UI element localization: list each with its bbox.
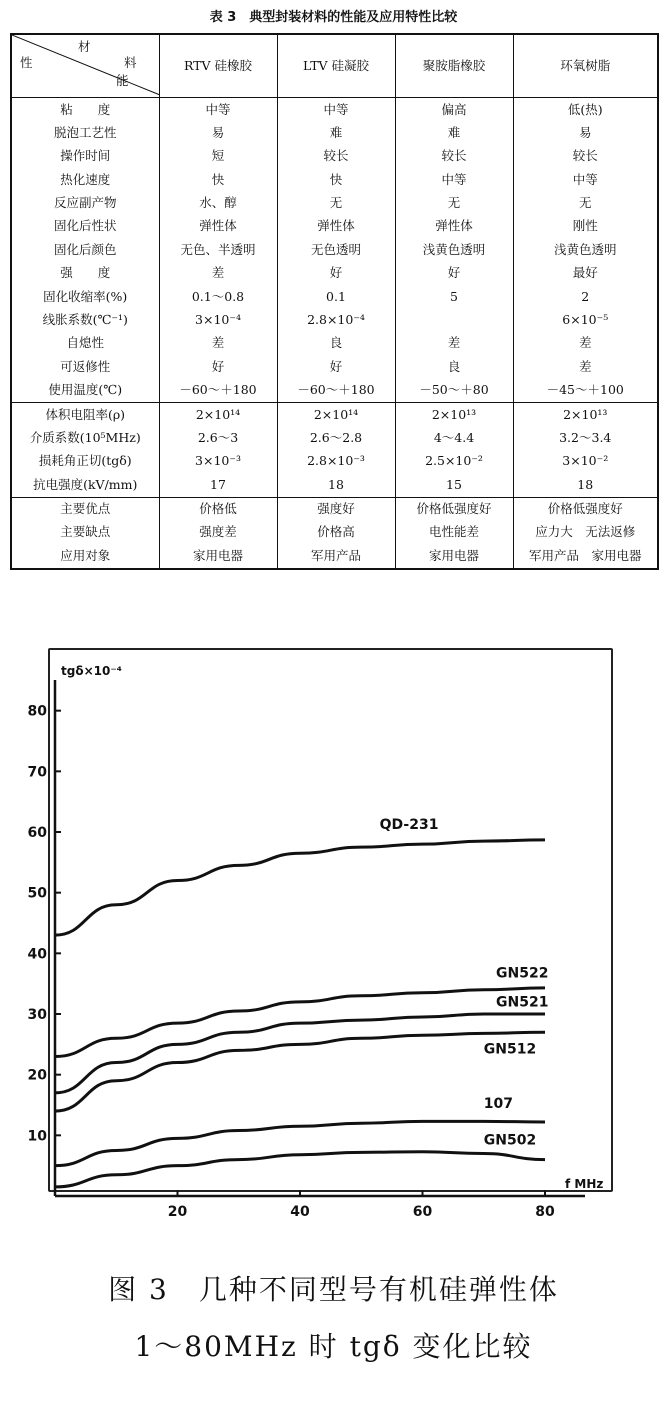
table-cell: 家用电器 (159, 544, 277, 569)
series-label: GN512 (483, 1041, 537, 1058)
table-cell: 应力大 无法返修 (513, 521, 658, 544)
table-cell: 3.2～3.4 (513, 426, 658, 449)
y-tick-label: 50 (27, 885, 47, 902)
table-cell: 2×10¹³ (395, 403, 513, 427)
series-label: GN521 (496, 994, 549, 1011)
table-cell: 2.8×10⁻³ (277, 450, 395, 473)
y-tick-label: 80 (27, 703, 47, 720)
table-cell: 2×10¹⁴ (159, 403, 277, 427)
row-label: 抗电强度(kV/mm) (33, 476, 138, 492)
series-label: GN502 (483, 1132, 537, 1149)
table-cell: 无色透明 (277, 238, 395, 261)
table-cell: 2.6～2.8 (277, 426, 395, 449)
table-cell: 弹性体 (159, 215, 277, 238)
row-label: 使用温度(℃) (48, 382, 123, 398)
table-cell: 刚性 (513, 215, 658, 238)
table-cell: 好 (395, 262, 513, 285)
series-label: GN522 (496, 965, 549, 982)
table-cell: 易 (159, 122, 277, 145)
row-label: 热化速度 (60, 171, 111, 187)
table-cell: 难 (395, 122, 513, 145)
table-cell: 水、醇 (159, 192, 277, 215)
table-caption: 表 3 典型封装材料的性能及应用特性比较 (209, 10, 458, 25)
table-cell: 强度好 (277, 497, 395, 521)
table-cell: 价格低强度好 (513, 497, 658, 521)
table-cell: 2×10¹³ (513, 403, 658, 427)
row-label: 应用对象 (60, 547, 111, 563)
row-label: 可返修性 (60, 358, 111, 374)
table-cell: 无 (277, 192, 395, 215)
table-cell: 0.1 (277, 285, 395, 308)
series-line-107 (55, 1121, 545, 1165)
table-cell: 3×10⁻² (513, 450, 658, 473)
y-tick-label: 10 (27, 1128, 47, 1145)
table-cell: 2.6～3 (159, 426, 277, 449)
table-cell: 家用电器 (395, 544, 513, 569)
column-header: 聚胺脂橡胶 (395, 34, 513, 98)
table-cell: 0.1～0.8 (159, 285, 277, 308)
column-header: RTV 硅橡胶 (159, 34, 277, 98)
table-cell: 低(热) (513, 98, 658, 122)
row-label: 反应副产物 (53, 195, 117, 211)
table-cell: 好 (277, 355, 395, 378)
table-cell: 中等 (513, 168, 658, 191)
table-cell: 最好 (513, 262, 658, 285)
y-tick-label: 40 (27, 946, 47, 963)
y-tick-label: 60 (27, 825, 47, 841)
x-tick-label: 60 (412, 1204, 433, 1220)
table-cell: 价格高 (277, 521, 395, 544)
row-label: 固化收缩率(%) (43, 288, 128, 304)
series-line-gn512 (55, 1032, 545, 1111)
row-label: 主要缺点 (60, 524, 111, 540)
table-cell: 弹性体 (277, 215, 395, 238)
x-tick-label: 20 (167, 1204, 188, 1220)
table-cell: 浅黄色透明 (513, 238, 658, 261)
table-cell: 弹性体 (395, 215, 513, 238)
figure-caption-line2: 1～80MHz 时 tgδ 变化比较 (134, 1330, 533, 1363)
table-cell: 良 (277, 332, 395, 355)
x-tick-label: 80 (535, 1204, 555, 1220)
table-cell: 好 (277, 262, 395, 285)
row-label: 粘 度 (60, 101, 111, 117)
series-label: 107 (483, 1096, 513, 1113)
y-axis-label: tgδ×10⁻⁴ (61, 664, 122, 678)
row-label: 固化后颜色 (53, 241, 117, 257)
table-cell: 4～4.4 (395, 426, 513, 449)
y-tick-label: 70 (27, 764, 47, 781)
series-label: QD-231 (379, 816, 439, 833)
table-cell: 浅黄色透明 (395, 238, 513, 261)
y-tick-label: 20 (27, 1067, 47, 1084)
series-line-qd231 (55, 840, 545, 935)
table-cell: 2.5×10⁻² (395, 450, 513, 473)
table-cell: 差 (159, 332, 277, 355)
table-cell: 价格低强度好 (395, 497, 513, 521)
column-header: LTV 硅凝胶 (277, 34, 395, 98)
table-cell: 短 (159, 145, 277, 168)
table-cell: 差 (395, 332, 513, 355)
table-cell: 易 (513, 122, 658, 145)
x-axis-label: f MHz (565, 1177, 604, 1191)
table-cell: 较长 (277, 145, 395, 168)
x-tick-label: 40 (290, 1204, 310, 1220)
table-cell: 2.8×10⁻⁴ (277, 309, 395, 332)
table-cell: 中等 (159, 98, 277, 122)
series-line-gn502 (55, 1152, 545, 1187)
table-cell: 17 (159, 473, 277, 497)
table-cell: 快 (277, 168, 395, 191)
table-cell: 价格低 (159, 497, 277, 521)
table-cell: －60～＋180 (159, 379, 277, 403)
corner-material-label: 材 (78, 39, 91, 54)
corner-performance-label: 能 (116, 73, 129, 88)
row-label: 损耗角正切(tgδ) (38, 453, 132, 469)
table-cell: 中等 (395, 168, 513, 191)
table-cell: 较长 (513, 145, 658, 168)
figure-caption-line1: 图 3 几种不同型号有机硅弹性体 (108, 1273, 559, 1306)
table-cell: 2 (513, 285, 658, 308)
table-cell: －45～＋100 (513, 379, 658, 403)
row-label: 自熄性 (66, 335, 104, 351)
row-label: 固化后性状 (53, 218, 117, 234)
table-cell: 军用产品 (277, 544, 395, 569)
y-tick-label: 30 (27, 1007, 47, 1023)
table-cell: 无 (513, 192, 658, 215)
row-label: 主要优点 (11, 497, 159, 521)
table-cell: 差 (159, 262, 277, 285)
table-cell: 无 (395, 192, 513, 215)
table-cell: 快 (159, 168, 277, 191)
table-cell: 军用产品 家用电器 (513, 544, 658, 569)
row-label: 脱泡工艺性 (53, 124, 117, 140)
row-label: 强 度 (60, 265, 111, 281)
table-cell: －50～＋80 (395, 379, 513, 403)
table-cell: 3×10⁻⁴ (159, 309, 277, 332)
row-label: 介质系数(10⁵MHz) (29, 429, 141, 445)
table-cell: 强度差 (159, 521, 277, 544)
corner-material-suffix: 料 (123, 55, 137, 70)
table-cell: 电性能差 (395, 521, 513, 544)
table-cell: 中等 (277, 98, 395, 122)
table-cell: 2×10¹⁴ (277, 403, 395, 427)
table-cell: 良 (395, 355, 513, 378)
column-header: 环氧树脂 (513, 34, 658, 98)
table-cell: 难 (277, 122, 395, 145)
corner-property-label: 性 (20, 55, 33, 70)
row-label: 体积电阻率(ρ) (11, 403, 159, 427)
table-cell: 无色、半透明 (159, 238, 277, 261)
table-cell: 3×10⁻³ (159, 450, 277, 473)
table-cell: 好 (159, 355, 277, 378)
table-cell: 偏高 (395, 98, 513, 122)
table-cell: 差 (513, 332, 658, 355)
table-cell: 18 (513, 473, 658, 497)
table-cell: 差 (513, 355, 658, 378)
table-cell: 15 (395, 473, 513, 497)
table-cell: －60～＋180 (277, 379, 395, 403)
table-cell: 5 (395, 285, 513, 308)
row-label: 操作时间 (60, 148, 111, 164)
table-cell: 18 (277, 473, 395, 497)
row-label: 线胀系数(℃⁻¹) (42, 311, 128, 327)
table-cell: 较长 (395, 145, 513, 168)
table-cell: 6×10⁻⁵ (513, 309, 658, 332)
